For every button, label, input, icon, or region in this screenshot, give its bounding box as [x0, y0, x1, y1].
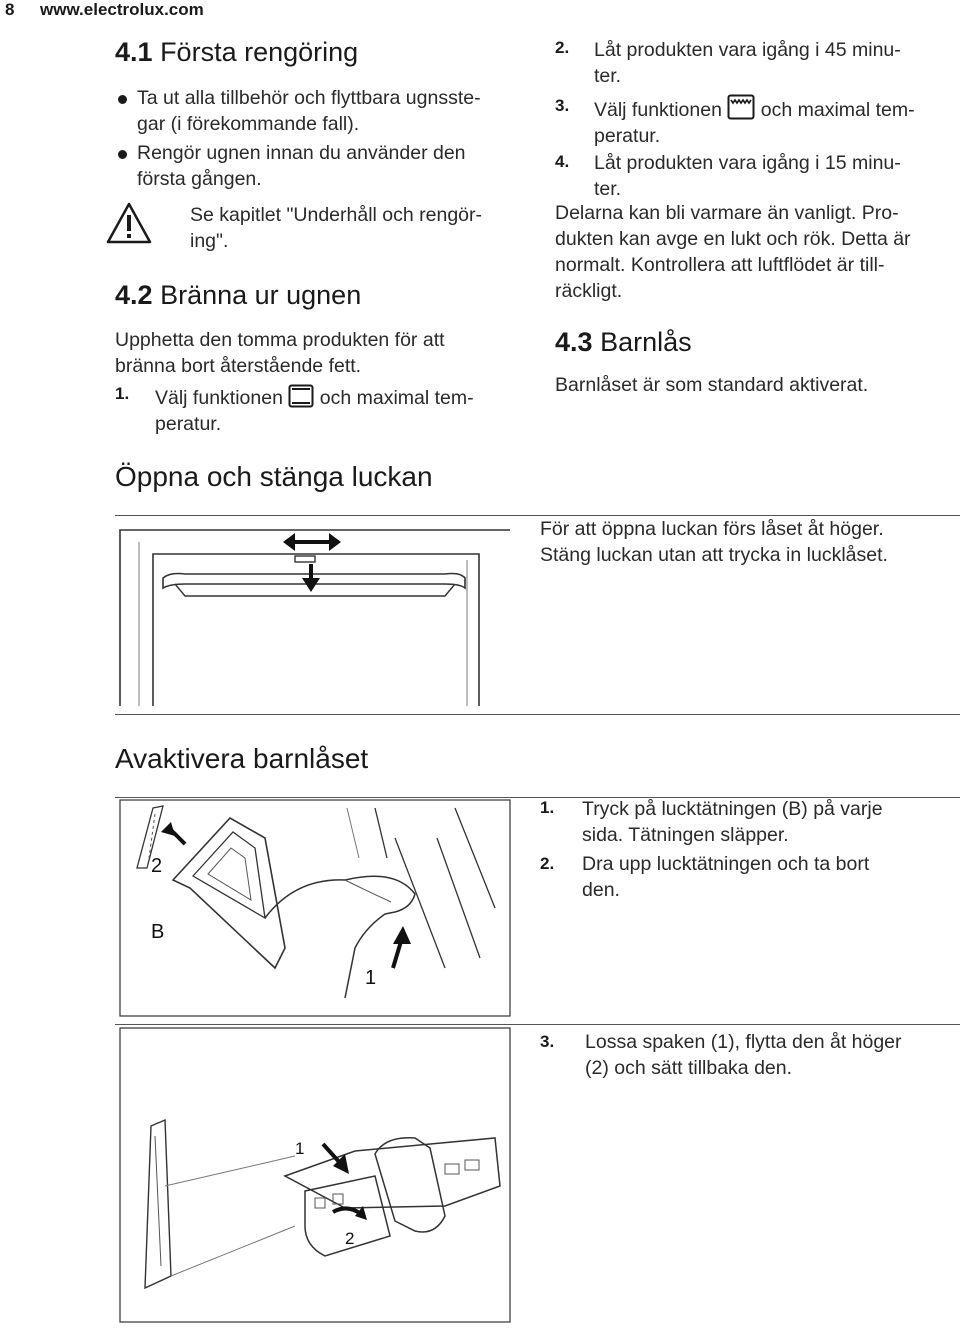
section-4-3-heading [555, 327, 692, 358]
section-4-2-number: 4.2 [115, 280, 153, 310]
figure-label-2: 2 [151, 855, 163, 877]
header-url: www.electrolux.com [40, 0, 204, 19]
step-2-line-2: ter. [594, 65, 622, 87]
step-2-line-1: Låt produkten vara igång i 45 minu- [594, 39, 901, 61]
warning-triangle-icon [106, 202, 152, 244]
door-latch-illustration [115, 516, 515, 716]
section-4-3-title: Barnlås [600, 327, 692, 357]
note-line-3: normalt. Kontrollera att luftflödet är till- [555, 254, 885, 276]
section-4-3-text: Barnlåset är som standard aktiverat. [555, 374, 869, 396]
bullet-item-1 [137, 85, 481, 137]
door-seal-illustration [115, 798, 515, 1018]
oven-conventional-heat-icon [288, 384, 314, 408]
note-line-4: räckligt. [555, 280, 623, 302]
step-number: 4. [555, 152, 570, 171]
step-1-text-a: Välj funktionen [155, 387, 283, 409]
step-number: 3. [540, 1032, 555, 1051]
step-number: 1. [540, 798, 555, 817]
deactivate-step-1-line-1: Tryck på lucktätningen (B) på varje [582, 798, 883, 820]
section-4-3-number: 4.3 [555, 327, 593, 357]
note-line-1: Delarna kan bli varmare än vanligt. Pro- [555, 202, 899, 224]
deactivate-heading: Avaktivera barnlåset [115, 743, 369, 774]
section-4-1-title: Första rengöring [160, 37, 359, 67]
warning-line-2: ing". [190, 230, 229, 252]
deactivate-step-2-line-2: den. [582, 879, 620, 901]
door-text [540, 516, 888, 568]
step-number: 3. [555, 96, 570, 115]
step-3-text [594, 94, 915, 149]
step-number: 2. [540, 854, 555, 873]
deactivate-step-3-line-2: (2) och sätt tillbaka den. [585, 1057, 793, 1079]
step-4-line-1: Låt produkten vara igång i 15 minu- [594, 152, 901, 174]
warning-text [190, 202, 482, 254]
bullet-1-line-1: Ta ut alla tillbehör och flyttbara ugnsste- [137, 87, 481, 109]
bullet-item-2 [137, 140, 466, 192]
door-text-line-1: För att öppna luckan förs låset åt höger. [540, 518, 884, 540]
step-1-text-b: och maximal tem- [319, 387, 474, 409]
note-line-2: dukten kan avge en lukt och rök. Detta är [555, 228, 911, 250]
deactivate-step-1-line-2: sida. Tätningen släpper. [582, 824, 789, 846]
step-1-text-c: peratur. [155, 413, 222, 435]
step-3-text-b: och maximal tem- [760, 99, 915, 121]
deactivate-step-2-text [582, 851, 869, 903]
bullet-2-line-2: första gången. [137, 168, 262, 190]
deactivate-step-3-text [585, 1029, 902, 1081]
page-number: 8 [5, 0, 15, 19]
lock-lever-illustration [115, 1026, 515, 1326]
warning-line-1: Se kapitlet "Underhåll och rengör- [190, 204, 482, 226]
bullet-2-line-1: Rengör ugnen innan du använder den [137, 142, 466, 164]
deactivate-step-2-line-1: Dra upp lucktätningen och ta bort [582, 853, 870, 875]
bullet-1-line-2: gar (i förekommande fall). [137, 113, 360, 135]
figure-label-1: 1 [365, 967, 377, 989]
step-2-text [594, 37, 901, 89]
section-4-2-intro [115, 327, 445, 379]
step-3-text-c: peratur. [594, 125, 661, 147]
section-4-2-title: Bränna ur ugnen [160, 280, 362, 310]
door-text-line-2: Stäng luckan utan att trycka in lucklåset. [540, 544, 888, 566]
step-4-line-2: ter. [594, 178, 622, 200]
bullet-dot [118, 150, 127, 159]
step-3-text-a: Välj funktionen [594, 99, 722, 121]
section-4-2-heading [115, 280, 361, 311]
bullet-dot [118, 95, 127, 104]
step-4-text [594, 150, 901, 202]
door-heading: Öppna och stänga luckan [115, 461, 433, 492]
section-4-1-heading [115, 37, 358, 68]
step-number: 2. [555, 38, 570, 57]
figure-label-2: 2 [345, 1229, 355, 1248]
intro-line-1: Upphetta den tomma produkten för att [115, 329, 445, 351]
step-1-text [155, 384, 515, 437]
divider [115, 714, 960, 715]
figure-label-b: B [151, 921, 165, 943]
deactivate-step-1-text [582, 796, 883, 848]
oven-top-heat-icon [727, 94, 755, 120]
step-number: 1. [115, 384, 130, 403]
divider [115, 1024, 960, 1025]
figure-label-1: 1 [295, 1139, 305, 1158]
section-4-1-number: 4.1 [115, 37, 153, 67]
intro-line-2: bränna bort återstående fett. [115, 355, 362, 377]
deactivate-step-3-line-1: Lossa spaken (1), flytta den åt höger [585, 1031, 902, 1053]
note-text [555, 200, 911, 304]
